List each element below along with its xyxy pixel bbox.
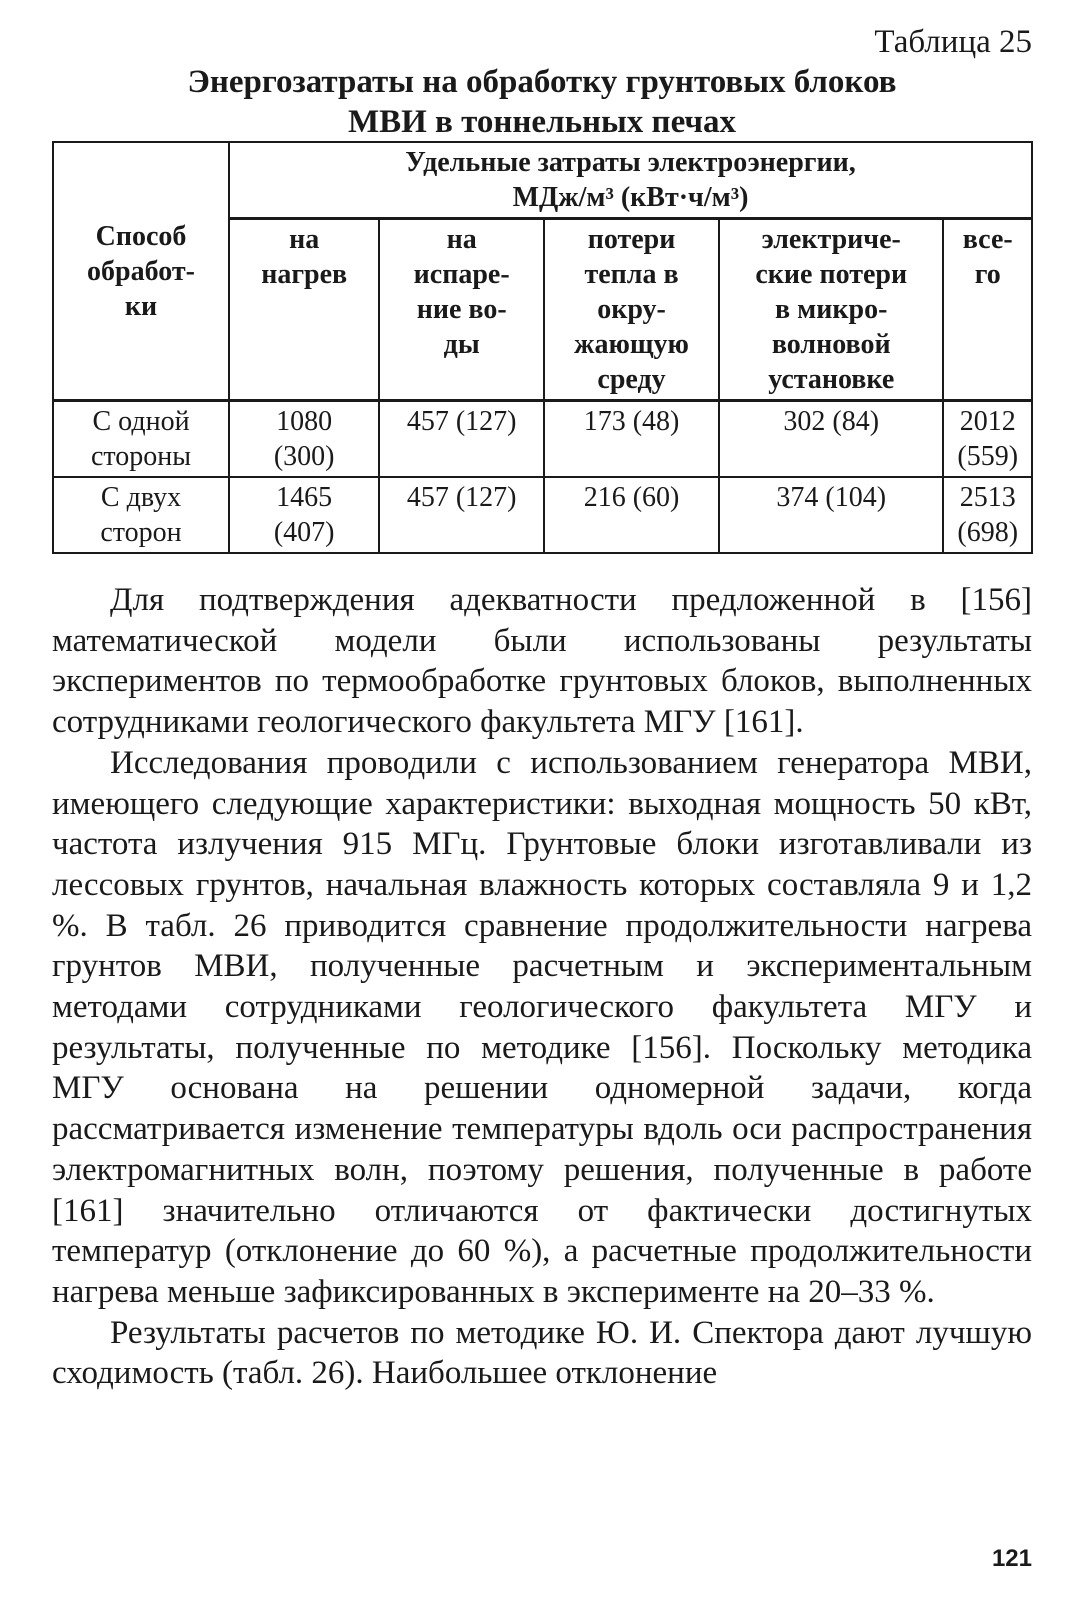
header-electric-loss: электриче- ские потери в микро- волновой установке: [719, 219, 943, 401]
header-method: Способ обработ- ки: [53, 142, 229, 401]
cell-heat-loss: 173 (48): [544, 401, 719, 478]
energy-cost-table: [52, 141, 1033, 554]
cell-heating: 1465 (407): [229, 477, 379, 553]
cell-total: 2012 (559): [943, 401, 1032, 478]
table-title: [52, 62, 1032, 142]
cell-method: С одной стороны: [53, 401, 229, 478]
header-heating: на нагрев: [229, 219, 379, 401]
cell-heat-loss: 216 (60): [544, 477, 719, 553]
paragraph: Результаты расчетов по методике Ю. И. Спектора дают лучшую сходимость (табл. 26). Наибольшее отклонение: [52, 1314, 1032, 1392]
table-row: [53, 401, 1032, 478]
header-total: все- го: [943, 219, 1032, 401]
header-evaporation: на испаре- ние во- ды: [379, 219, 544, 401]
cell-electric-loss: 302 (84): [719, 401, 943, 478]
header-group-energy: Удельные затраты электроэнергии, МДж/м³ (кВт·ч/м³): [229, 142, 1032, 219]
paragraph: Для подтверждения адекватности предложенной в [156] математической модели были использованы результаты экспериментов по термообработке грунтовых блоков, выполненных сотрудниками геологического факультета МГУ [161].: [52, 582, 1032, 741]
page-number: 121: [991, 1545, 1032, 1572]
cell-evaporation: 457 (127): [379, 477, 544, 553]
table-row: [53, 477, 1032, 553]
cell-electric-loss: 374 (104): [719, 477, 943, 553]
paragraph: Исследования проводили с использованием генератора МВИ, имеющего следующие характеристики: выходная мощность 50 кВт, частота излучения 915 МГц. Грунтовые блоки изготавливали из лессовых грунтов, начальная влажность которых составляла 9 и 1,2 %. В табл. 26 приводится сравнение продолжительности нагрева грунтов МВИ, полученные расчетным и экспериментальным методами сотрудниками геологического факультета МГУ и результаты, полученные по методике [156]. Поскольку методика МГУ основана на решении одномерной задачи, когда рассматривается изменение температуры вдоль оси распространения электромагнитных волн, поэтому решения, полученные в работе [161] значительно отличаются от фактически достигнутых температур (отклонение до 60 %), а расчетные продолжительности нагрева меньше зафиксированных в эксперименте на 20–33 %.: [52, 744, 1032, 1310]
table-number: Таблица 25: [874, 24, 1032, 60]
cell-total: 2513 (698): [943, 477, 1032, 553]
table-title-line: МВИ в тоннельных печах: [347, 104, 737, 140]
cell-evaporation: 457 (127): [379, 401, 544, 478]
table-title-line: Энергозатраты на обработку грунтовых блоков: [187, 64, 897, 100]
body-text: [52, 580, 1032, 1394]
header-heat-loss: потери тепла в окру- жающую среду: [544, 219, 719, 401]
cell-heating: 1080 (300): [229, 401, 379, 478]
cell-method: С двух сторон: [53, 477, 229, 553]
